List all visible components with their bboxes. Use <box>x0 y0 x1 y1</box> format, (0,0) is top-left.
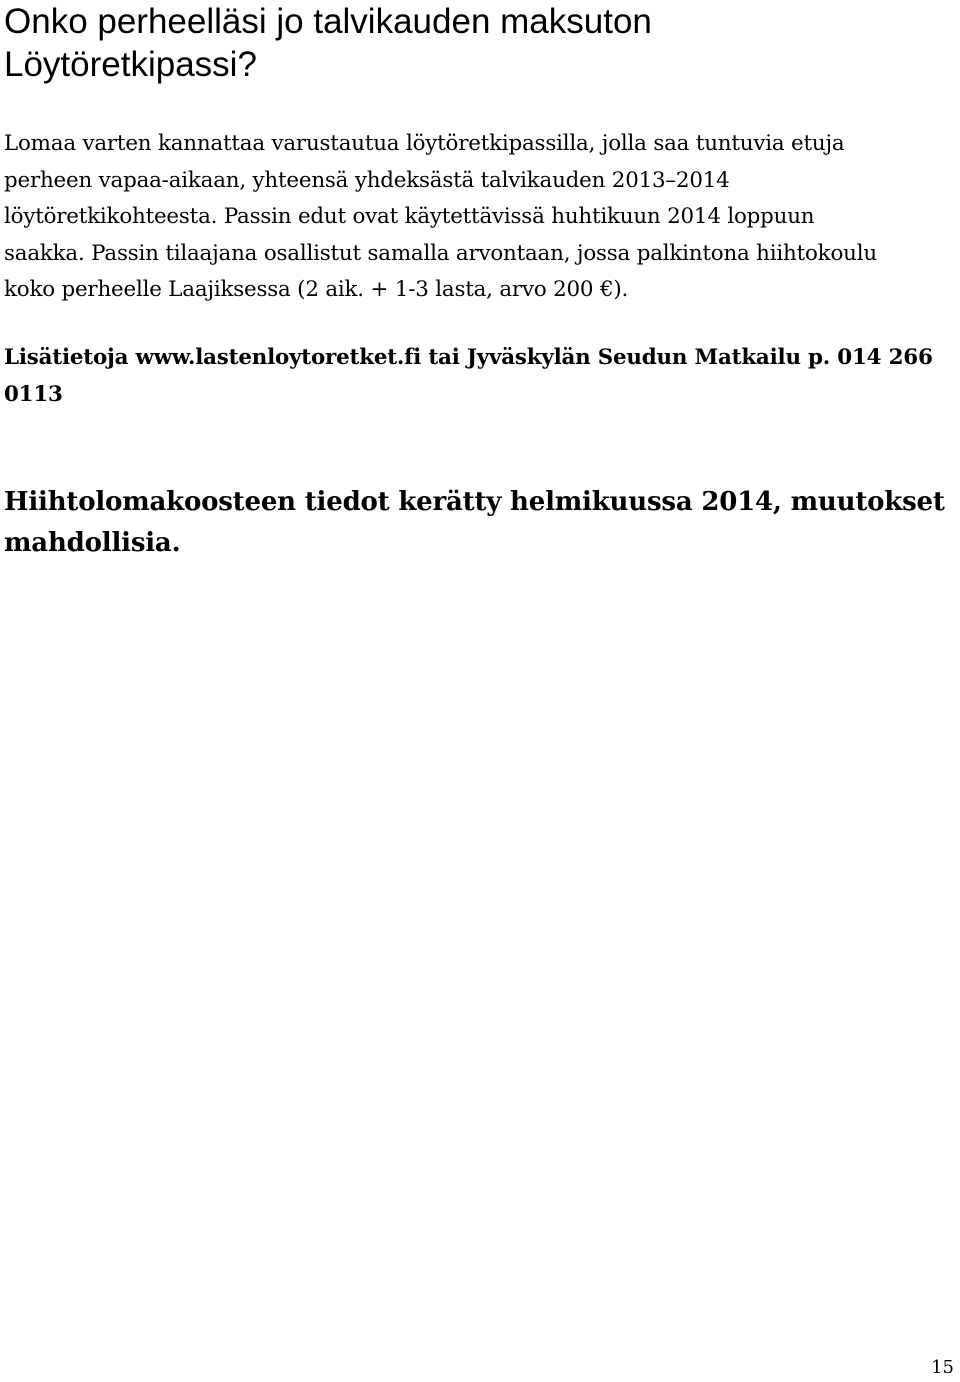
more-info-line-2: 0113 <box>4 381 63 407</box>
body-line: perheen vapaa-aikaan, yhteensä yhdeksästä talvikauden 2013–2014 <box>4 167 730 193</box>
heading-line-2: Löytöretkipassi? <box>4 45 257 84</box>
more-info-line-1: Lisätietoja www.lastenloytoretket.fi tai Jyväskylän Seudun Matkailu p. 014 266 <box>4 345 933 370</box>
disclaimer-line-2: mahdollisia. <box>4 528 181 558</box>
body-paragraph <box>4 126 954 309</box>
more-info-paragraph <box>4 340 954 413</box>
body-line: löytöretkikohteesta. Passin edut ovat käytettävissä huhtikuun 2014 loppuun <box>4 204 815 229</box>
heading-line-1: Onko perheelläsi jo talvikauden maksuton <box>4 2 652 41</box>
body-line: saakka. Passin tilaajana osallistut samalla arvontaan, jossa palkintona hiihtokoulu <box>4 240 877 266</box>
disclaimer-note <box>4 482 944 564</box>
disclaimer-line-1: Hiihtolomakoosteen tiedot kerätty helmikuussa 2014, muutokset <box>4 487 945 517</box>
page-number: 15 <box>931 1357 954 1378</box>
body-line: Lomaa varten kannattaa varustautua löytöretkipassilla, jolla saa tuntuvia etuja <box>4 131 845 156</box>
page-heading <box>4 0 944 86</box>
body-line: koko perheelle Laajiksessa (2 aik. + 1-3 lasta, arvo 200 €). <box>4 277 629 302</box>
